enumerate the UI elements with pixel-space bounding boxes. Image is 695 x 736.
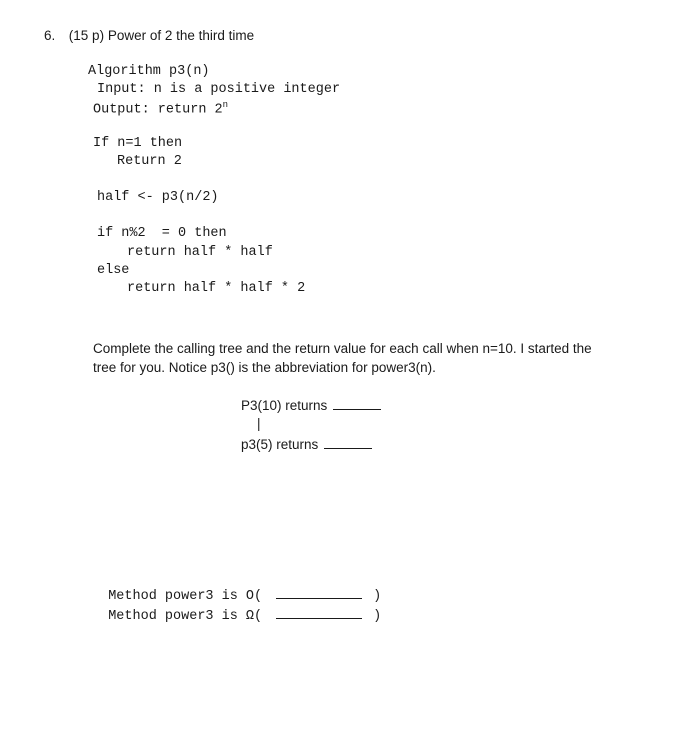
tree-node-p3-10 [241, 397, 381, 413]
big-omega-answer-blank[interactable] [276, 606, 362, 619]
big-omega-close-paren: ) [373, 609, 382, 624]
tree-node-p3-5 [241, 436, 372, 452]
algorithm-else: else [97, 263, 130, 278]
algorithm-header: Algorithm p3(n) [88, 64, 210, 79]
algorithm-output-text: Output: return 2 [93, 102, 223, 118]
algorithm-output-exponent: n [222, 100, 229, 110]
algorithm-return-odd: return half * half * 2 [127, 281, 306, 296]
algorithm-if-base: If n=1 then [93, 136, 183, 151]
instructions-line-1: Complete the calling tree and the return value for each call when n=10. I started the [93, 341, 592, 356]
algorithm-output [93, 100, 228, 118]
algorithm-return-even: return half * half [127, 245, 273, 260]
tree-node-p3-10-label: P3(10) returns [241, 398, 328, 413]
algorithm-if-even: if n%2 = 0 then [97, 226, 227, 241]
tree-connector: | [257, 416, 261, 431]
big-omega-label: Method power3 is Ω( [108, 609, 263, 624]
algorithm-half-assign: half <- p3(n/2) [97, 190, 219, 205]
question-number: 6. [44, 28, 56, 43]
instructions [93, 339, 592, 377]
tree-node-p3-10-answer-blank[interactable] [333, 397, 381, 410]
algorithm-input: Input: n is a positive integer [97, 82, 341, 97]
big-o-close-paren: ) [373, 589, 382, 604]
tree-node-p3-5-answer-blank[interactable] [324, 436, 372, 449]
big-o-label: Method power3 is O( [108, 589, 263, 604]
tree-node-p3-5-label: p3(5) returns [241, 437, 319, 452]
algorithm-return-base: Return 2 [117, 154, 182, 169]
question-title: (15 p) Power of 2 the third time [68, 28, 255, 43]
big-omega-line [92, 591, 381, 624]
instructions-line-2: tree for you. Notice p3() is the abbreviation for power3(n). [93, 360, 436, 375]
question-heading [44, 28, 254, 43]
